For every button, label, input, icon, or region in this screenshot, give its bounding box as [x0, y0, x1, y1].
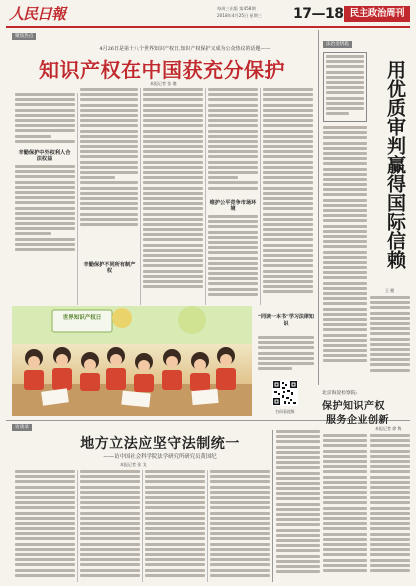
- right-author: 王 健: [385, 288, 395, 293]
- section-tag-hotspot: 聚焦热点: [12, 33, 36, 40]
- section-title-box: [344, 6, 410, 22]
- right-text-1: [323, 126, 367, 382]
- page-numbers: 17—18: [293, 6, 344, 22]
- photo-caption-title: “同读一本书”学习法律知识: [258, 314, 314, 327]
- text-column-1b: [15, 165, 75, 260]
- haidian-text-a: [276, 430, 320, 582]
- haidian-tag: 北京海淀检察院:: [322, 391, 358, 396]
- interview-subtitle: ——访中国社会科学院法学研究所研究员黄国纪: [103, 454, 217, 460]
- interview-headline: 地方立法应坚守法制统一: [80, 436, 240, 452]
- newspaper-logo: 人民日報: [9, 5, 66, 23]
- subhead-2: 维护公平竞争市场环境: [209, 200, 257, 212]
- section-tag-law-key: 法治金钥匙: [323, 41, 352, 48]
- interview-col-1: [15, 470, 75, 582]
- text-column-4: [208, 88, 258, 198]
- text-column-4b: [208, 215, 258, 305]
- qr-caption: 扫码看视频: [275, 409, 295, 414]
- haidian-text-b: [323, 434, 367, 582]
- subhead-3: 辛勤保护不同所有制产权: [83, 262, 136, 274]
- classroom-photo: [12, 306, 252, 416]
- interview-byline: 本报记者 张 戈: [120, 462, 147, 467]
- masthead-rule: [6, 26, 410, 28]
- haidian-headline-1: 保护知识产权: [322, 401, 385, 412]
- boxed-intro: [323, 52, 367, 122]
- section-tag-interview: 访谈录: [12, 424, 32, 431]
- text-column-3: [143, 88, 203, 303]
- article-byline: 本报记者 张 璁: [150, 81, 177, 86]
- article-kicker: 4月26日是第十八个世界知识产权日,知识产权保护又成为公众热议的话题——: [99, 46, 271, 52]
- haidian-text-c: [370, 434, 410, 582]
- classroom-photo-art: [12, 306, 252, 416]
- text-column-2: [80, 88, 138, 236]
- interview-col-4: [210, 470, 270, 582]
- interview-col-2: [80, 470, 140, 582]
- date-meta: 2018年4月25日 星期三: [217, 13, 263, 18]
- subhead-1: 辛勤保护中外权利人合法权益: [18, 150, 71, 162]
- qr-code[interactable]: [272, 380, 298, 406]
- section-title: 民主政治周刊: [349, 8, 405, 19]
- interview-col-3: [145, 470, 205, 582]
- issue-meta: 每周三出版 第458期: [217, 6, 256, 11]
- photo-caption-text: [258, 336, 314, 374]
- text-column-1: [15, 93, 75, 148]
- vertical-headline: 用优质审判赢得国际信赖: [384, 60, 406, 269]
- article-headline: 知识产权在中国获充分保护: [39, 58, 285, 82]
- haidian-headline-2: 服务企业创新: [326, 415, 389, 426]
- right-text-2: [370, 296, 410, 382]
- text-column-5: [263, 88, 313, 305]
- haidian-byline: 本报记者 徐 隽: [375, 426, 402, 431]
- photo-banner-text: 世界知识产权日: [62, 315, 102, 321]
